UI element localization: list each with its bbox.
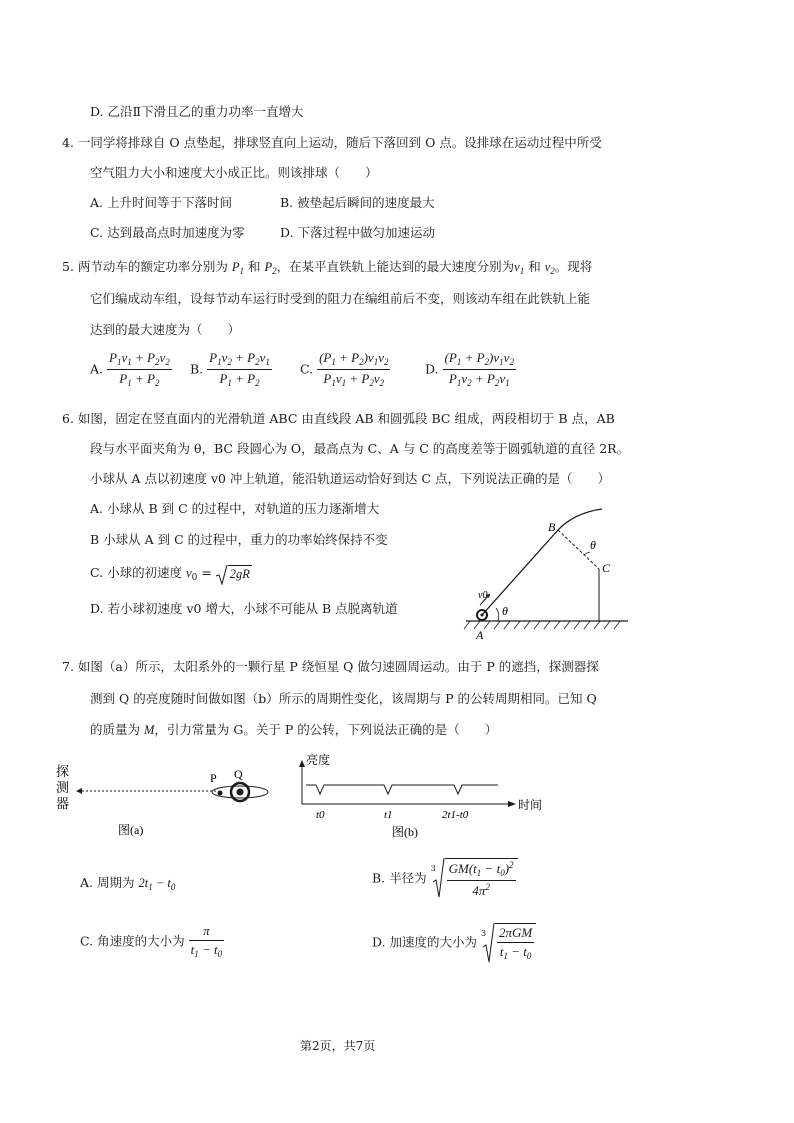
q5-option-b: B. $\frac{P_1v_2 + P_2v_1}{P_1 + P_2}$: [190, 350, 270, 389]
q4-stem-line1: 4. 一同学将排球自 O 点垫起，排球竖直向上运动，随后下落回到 O 点。设排球在运动过程中所受: [62, 135, 602, 150]
q4-option-d: D. 下落过程中做匀加速运动: [280, 225, 436, 240]
q6-label-a: A: [476, 628, 484, 642]
q5-option-a: A. $\frac{P_1v_1 + P_2v_2}{P_1 + P_2}$: [90, 350, 170, 389]
q7-option-b: B. 半径为 3 $\frac{GM(t_1 - t_0)^2}{4\pi^2}$: [372, 858, 518, 900]
q7-text-a: 的质量为: [90, 722, 141, 737]
fig-b-ylabel: 亮度: [306, 753, 331, 767]
q7-figure-b: [292, 752, 562, 844]
q5-stem-line3: 达到的最大速度为（ ）: [90, 322, 241, 337]
q5-text-c: ，在某平直铁轨上能达到的最大速度分别为: [276, 259, 515, 274]
q7-option-d: D. 加速度的大小为 3 $\frac{\text{2πGM}}{t_1 - t_0}$: [372, 923, 536, 963]
q6-option-b: B 小球从 A 到 C 的过程中，重力的功率始终保持不变: [90, 532, 388, 547]
page-footer: 第2页，共7页: [300, 1039, 376, 1053]
q5-option-d: D. $\frac{(P_1 + P_2)v_1v_2}{P_1v_2 + P_2v_1}$: [425, 350, 514, 389]
q6-label-b: B: [548, 520, 556, 534]
fig-b-t1: t1: [384, 809, 393, 821]
q5-option-c: C. $\frac{(P_1 + P_2)v_1v_2}{P_1v_1 + P_2v_2}$: [300, 350, 389, 389]
q7-text-b: ，引力常量为 G。关于 P 的公转，下列说法正确的是（ ）: [154, 722, 498, 737]
q5-a-label: A.: [90, 361, 104, 377]
q6-stem-line3: 小球从 A 点以初速度 v0 冲上轨道，能沿轨道运动恰好到达 C 点，下列说法正确的是（ ）: [90, 471, 610, 486]
q6-label-theta-2: θ: [590, 538, 596, 552]
q6-option-d: D. 若小球初速度 v0 增大，小球不可能从 B 点脱离轨道: [90, 601, 398, 616]
fig-b-t0: t0: [316, 809, 325, 821]
fig-b-t2: 2t1-t0: [442, 809, 469, 821]
q6-option-c: C. 小球的初速度 $v_0$ = 2gR: [90, 565, 250, 583]
q7-option-a: A. 周期为 $2t_1 - t_0$: [80, 875, 176, 892]
q6-stem-line1: 6. 如图，固定在竖直面内的光滑轨道 ABC 由直线段 AB 和圆弧段 BC 组成，两段相切于 B 点，AB: [62, 411, 615, 426]
q7-option-c: C. 角速度的大小为 $\frac{\pi}{t_1 - t_0}$: [80, 923, 223, 960]
q4-option-b: B. 被垫起后瞬间的速度最大: [280, 195, 435, 210]
q4-stem-line2: 空气阻力大小和速度大小成正比。则该排球（ ）: [90, 165, 378, 180]
q5-d-label: D.: [425, 361, 439, 377]
q5-c-label: C.: [300, 361, 314, 377]
q5-stem-line1: 5. 两节动车的额定功率分别为 $P_1$ 和 $P_2$，在某平直铁轨上能达到的最大速度分别为$v_1$ 和 $v_2$。现将: [62, 259, 593, 276]
fig-b-caption: 图(b): [392, 825, 418, 839]
detector-label-3: 器: [56, 796, 70, 811]
detector-label-1: 探: [56, 764, 70, 779]
q5-b-label: B.: [190, 361, 204, 377]
detector-label-2: 测: [56, 780, 70, 795]
planet-p-label: P: [210, 771, 217, 785]
q6-label-theta-1: θ: [502, 604, 508, 618]
q7-d-text: D. 加速度的大小为: [372, 934, 478, 950]
q4-option-a: A. 上升时间等于下落时间: [90, 195, 232, 210]
q6-label-v0: v0: [478, 590, 488, 601]
q5-text-d: 和: [528, 259, 541, 274]
q5-text-a: 5. 两节动车的额定功率分别为: [62, 259, 228, 274]
q5-text-e: 。现将: [554, 259, 593, 274]
q6-option-a: A. 小球从 B 到 C 的过程中，对轨道的压力逐渐增大: [90, 501, 380, 516]
q6-stem-line2: 段与水平面夹角为 θ，BC 段圆心为 O，最高点为 C、A 与 C 的高度差等于圆弧轨道的直径 2R。: [90, 441, 630, 456]
q7-b-text: B. 半径为: [372, 870, 427, 886]
q5-text-b: 和: [248, 259, 261, 274]
q7-stem-line2: 测到 Q 的亮度随时间做如图（b）所示的周期性变化，该周期与 P 的公转周期相同。已知 Q: [90, 691, 597, 706]
q5-stem-line2: 它们编成动车组，设每节动车运行时受到的阻力在编组前后不变，则该动车组在此铁轨上能: [90, 291, 591, 306]
q6-label-c: C: [602, 561, 611, 575]
star-q-label: Q: [234, 767, 243, 781]
q7-figure-a: [50, 758, 290, 838]
fig-b-xlabel: 时间: [518, 798, 543, 812]
q3-option-d: D. 乙沿Ⅱ下滑且乙的重力功率一直增大: [90, 104, 304, 119]
q7-c-text: C. 角速度的大小为: [80, 933, 185, 949]
q6-figure: [462, 505, 632, 645]
q6-c-text: C. 小球的初速度: [90, 565, 183, 580]
q7-stem-line3: 的质量为 M，引力常量为 G。关于 P 的公转，下列说法正确的是（ ）: [90, 722, 498, 737]
q4-option-c: C. 达到最高点时加速度为零: [90, 225, 245, 240]
q7-a-text: A. 周期为: [80, 875, 135, 890]
q7-stem-line1: 7. 如图（a）所示，太阳系外的一颗行星 P 绕恒星 Q 做匀速圆周运动。由于 P 的遮挡，探测器探: [62, 659, 599, 674]
fig-a-caption: 图(a): [118, 823, 144, 837]
